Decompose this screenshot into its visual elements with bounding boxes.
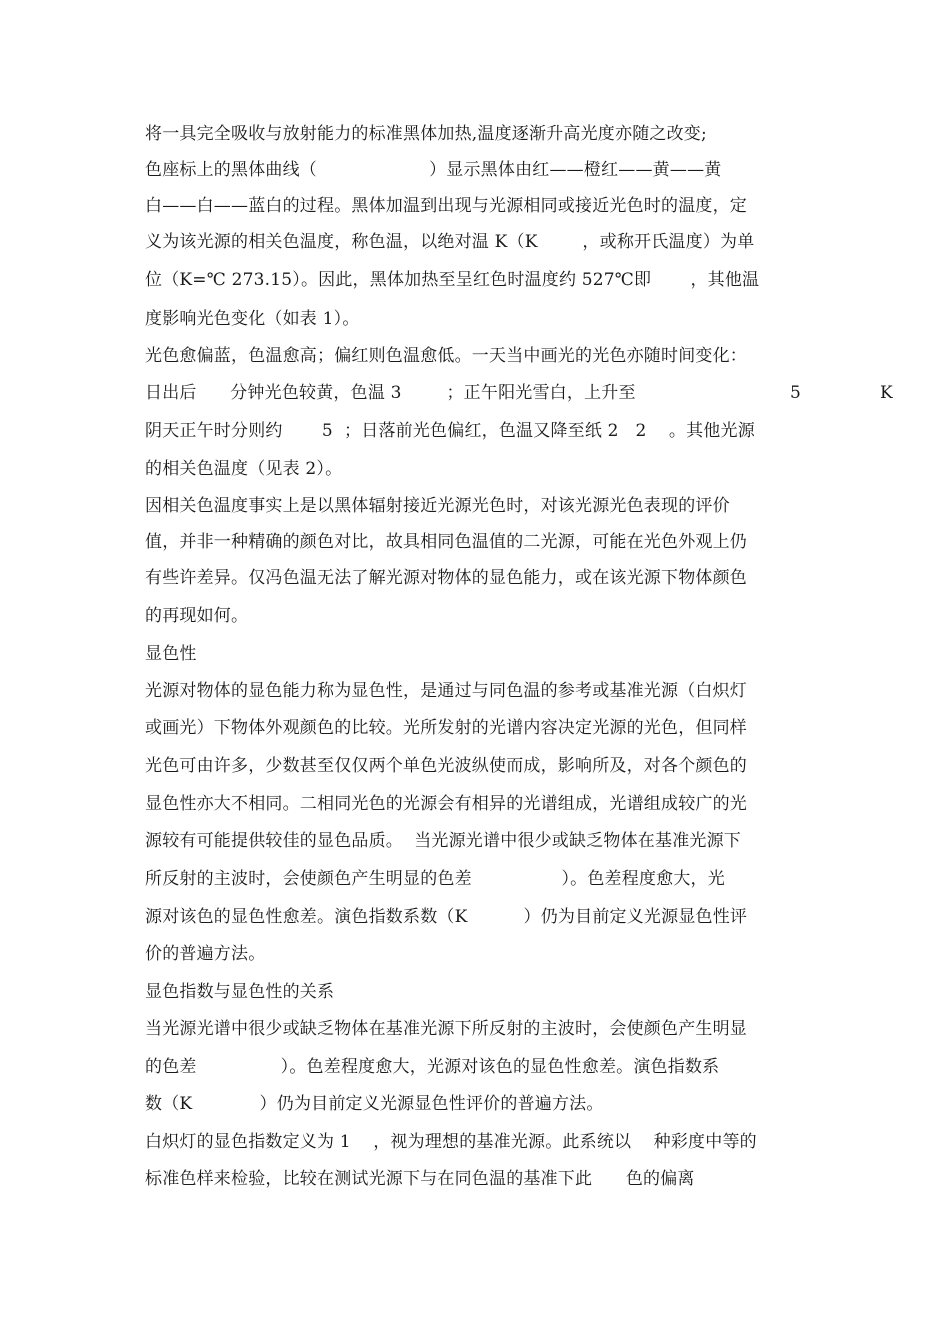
text-line: 所反射的主波时，会使颜色产生明显的色差 ）。色差程度愈大，光	[145, 869, 725, 889]
text-line: 阴天正午时分则约 5 ；日落前光色偏红，色温又降至纸 2 2 。其他光源	[145, 421, 755, 441]
text-line: 白——白——蓝白的过程。黑体加温到出现与光源相同或接近光色时的温度，定	[145, 196, 747, 216]
text-line: 有些许差异。仅冯色温无法了解光源对物体的显色能力，或在该光源下物体颜色	[145, 568, 747, 588]
text-line: 将一具完全吸收与放射能力的标准黑体加热,温度逐渐升高光度亦随之改变;	[145, 124, 707, 144]
text-line: 位（K=℃ 273.15）。因此，黑体加热至呈红色时温度约 527℃即 ，其他温	[145, 270, 760, 290]
text-segment: 日出后 分钟光色较黄，色温 3 ；正午阳光雪白，上升至	[145, 383, 636, 403]
text-segment: K	[880, 383, 893, 403]
text-line: 的再现如何。	[145, 606, 249, 626]
text-line: 光源对物体的显色能力称为显色性，是通过与同色温的参考或基准光源（白炽灯	[145, 681, 747, 701]
text-line: 义为该光源的相关色温度，称色温，以绝对温 K（K ，或称开氏温度）为单	[145, 232, 755, 252]
section-heading: 显色性	[145, 644, 197, 664]
text-line: 源对该色的显色性愈差。演色指数系数（K ）仍为目前定义光源显色性评	[145, 907, 748, 927]
text-line: 色座标上的黑体曲线（ ）显示黑体由红——橙红——黄——黄	[145, 160, 722, 180]
text-line: 显色性亦大不相同。二相同光色的光源会有相异的光谱组成，光谱组成较广的光	[145, 794, 747, 814]
text-line: 源较有可能提供较佳的显色品质。 当光源光谱中很少或缺乏物体在基准光源下	[145, 831, 742, 851]
text-line	[145, 375, 893, 411]
text-line: 白炽灯的显色指数定义为 1 ，视为理想的基准光源。此系统以 种彩度中等的	[145, 1132, 757, 1152]
text-line: 光色可由许多，少数甚至仅仅两个单色光波纵使而成，影响所及，对各个颜色的	[145, 756, 747, 776]
section-heading: 显色指数与显色性的关系	[145, 982, 335, 1002]
text-line: 因相关色温度事实上是以黑体辐射接近光源光色时，对该光源光色表现的评价	[145, 496, 730, 516]
text-line: 的色差 ）。色差程度愈大，光源对该色的显色性愈差。演色指数系	[145, 1057, 720, 1077]
text-line: 值，并非一种精确的颜色对比，故具相同色温值的二光源，可能在光色外观上仍	[145, 532, 747, 552]
text-line: 当光源光谱中很少或缺乏物体在基准光源下所反射的主波时，会使颜色产生明显	[145, 1019, 747, 1039]
text-line: 标准色样来检验，比较在测试光源下与在同色温的基准下此 色的偏离	[145, 1169, 695, 1189]
text-line: 或画光）下物体外观颜色的比较。光所发射的光谱内容决定光源的光色，但同样	[145, 718, 747, 738]
text-segment: 5	[790, 383, 802, 403]
text-line: 光色愈偏蓝，色温愈高；偏红则色温愈低。一天当中画光的光色亦随时间变化：	[145, 346, 747, 366]
text-line: 数（K ）仍为目前定义光源显色性评价的普遍方法。	[145, 1094, 604, 1114]
text-line: 度影响光色变化（如表 1）。	[145, 309, 360, 329]
text-line: 价的普遍方法。	[145, 944, 266, 964]
text-line: 的相关色温度（见表 2）。	[145, 459, 343, 479]
